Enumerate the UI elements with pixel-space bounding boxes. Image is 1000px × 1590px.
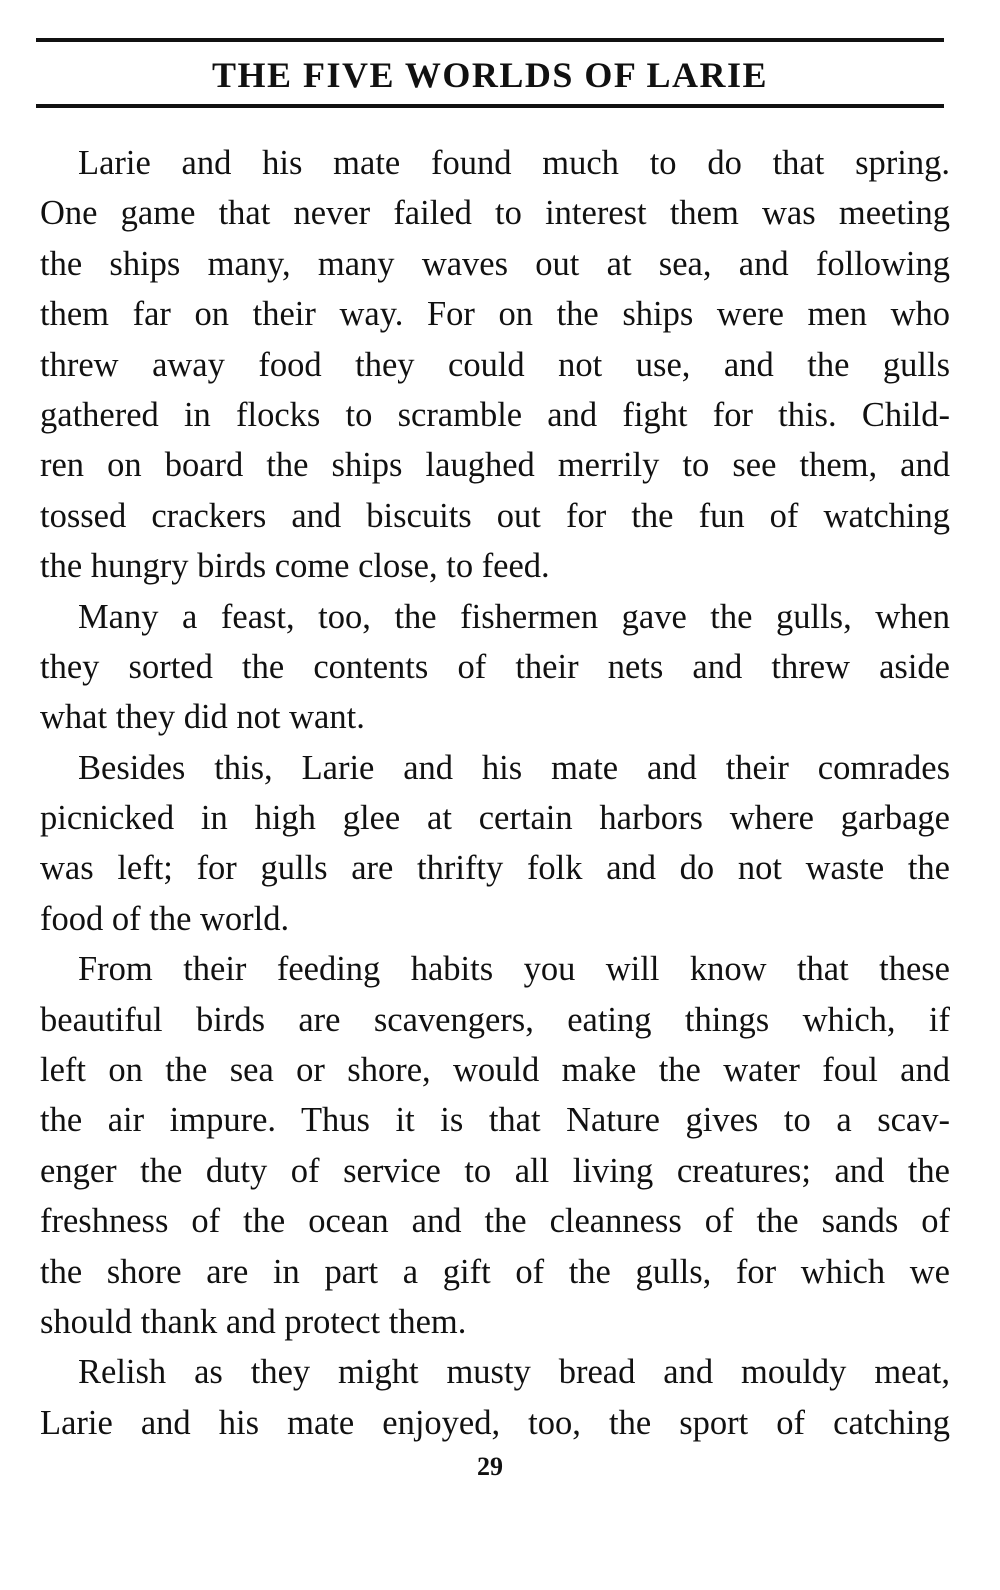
body-text — [40, 138, 950, 1448]
text-line: Larie and his mate enjoyed, too, the sport of catching — [40, 1403, 950, 1442]
text-line: Relish as they might musty bread and mouldy meat, — [78, 1353, 950, 1392]
header-rule-bottom — [36, 104, 944, 108]
paragraph-4 — [40, 944, 950, 1347]
paragraph-5 — [40, 1347, 950, 1448]
text-line: ren on board the ships laughed merrily to see them, and — [40, 446, 950, 485]
text-line: should thank and protect them. — [40, 1302, 467, 1341]
text-line: From their feeding habits you will know that these — [78, 950, 950, 989]
text-line: threw away food they could not use, and the gulls — [40, 345, 950, 384]
page-number: 29 — [477, 1452, 503, 1481]
text-line: gathered in flocks to scramble and fight for this. Child- — [40, 395, 950, 434]
text-line: enger the duty of service to all living creatures; and the — [40, 1151, 950, 1190]
running-head: THE FIVE WORLDS OF LARIE — [211, 55, 769, 95]
text-line: the air impure. Thus it is that Nature gives to a scav- — [40, 1101, 950, 1140]
text-line: was left; for gulls are thrifty folk and do not waste the — [40, 849, 950, 888]
text-line: beautiful birds are scavengers, eating things which, if — [40, 1000, 950, 1039]
text-line: tossed crackers and biscuits out for the fun of watching — [40, 496, 950, 535]
header-rule-top — [36, 38, 944, 42]
text-line: food of the world. — [40, 899, 290, 938]
text-line: Larie and his mate found much to do that spring. — [78, 144, 950, 182]
text-line: Many a feast, too, the fishermen gave the gulls, when — [78, 597, 950, 636]
paragraph-2 — [40, 592, 950, 743]
text-line: One game that never failed to interest them was meeting — [40, 194, 950, 233]
text-line: picnicked in high glee at certain harbors where garbage — [40, 799, 950, 838]
paragraph-1 — [40, 138, 950, 592]
text-line: the ships many, many waves out at sea, and following — [40, 244, 950, 283]
text-line: left on the sea or shore, would make the water foul and — [40, 1051, 950, 1090]
paragraph-3 — [40, 743, 950, 945]
text-line: Besides this, Larie and his mate and their comrades — [78, 748, 950, 787]
text-line: they sorted the contents of their nets and threw aside — [40, 647, 950, 686]
text-line: them far on their way. For on the ships were men who — [40, 295, 950, 334]
text-line: the hungry birds come close, to feed. — [40, 547, 550, 586]
text-line: freshness of the ocean and the cleanness of the sands of — [40, 1202, 950, 1241]
text-line: the shore are in part a gift of the gulls, for which we — [40, 1252, 950, 1291]
text-line: what they did not want. — [40, 698, 365, 737]
